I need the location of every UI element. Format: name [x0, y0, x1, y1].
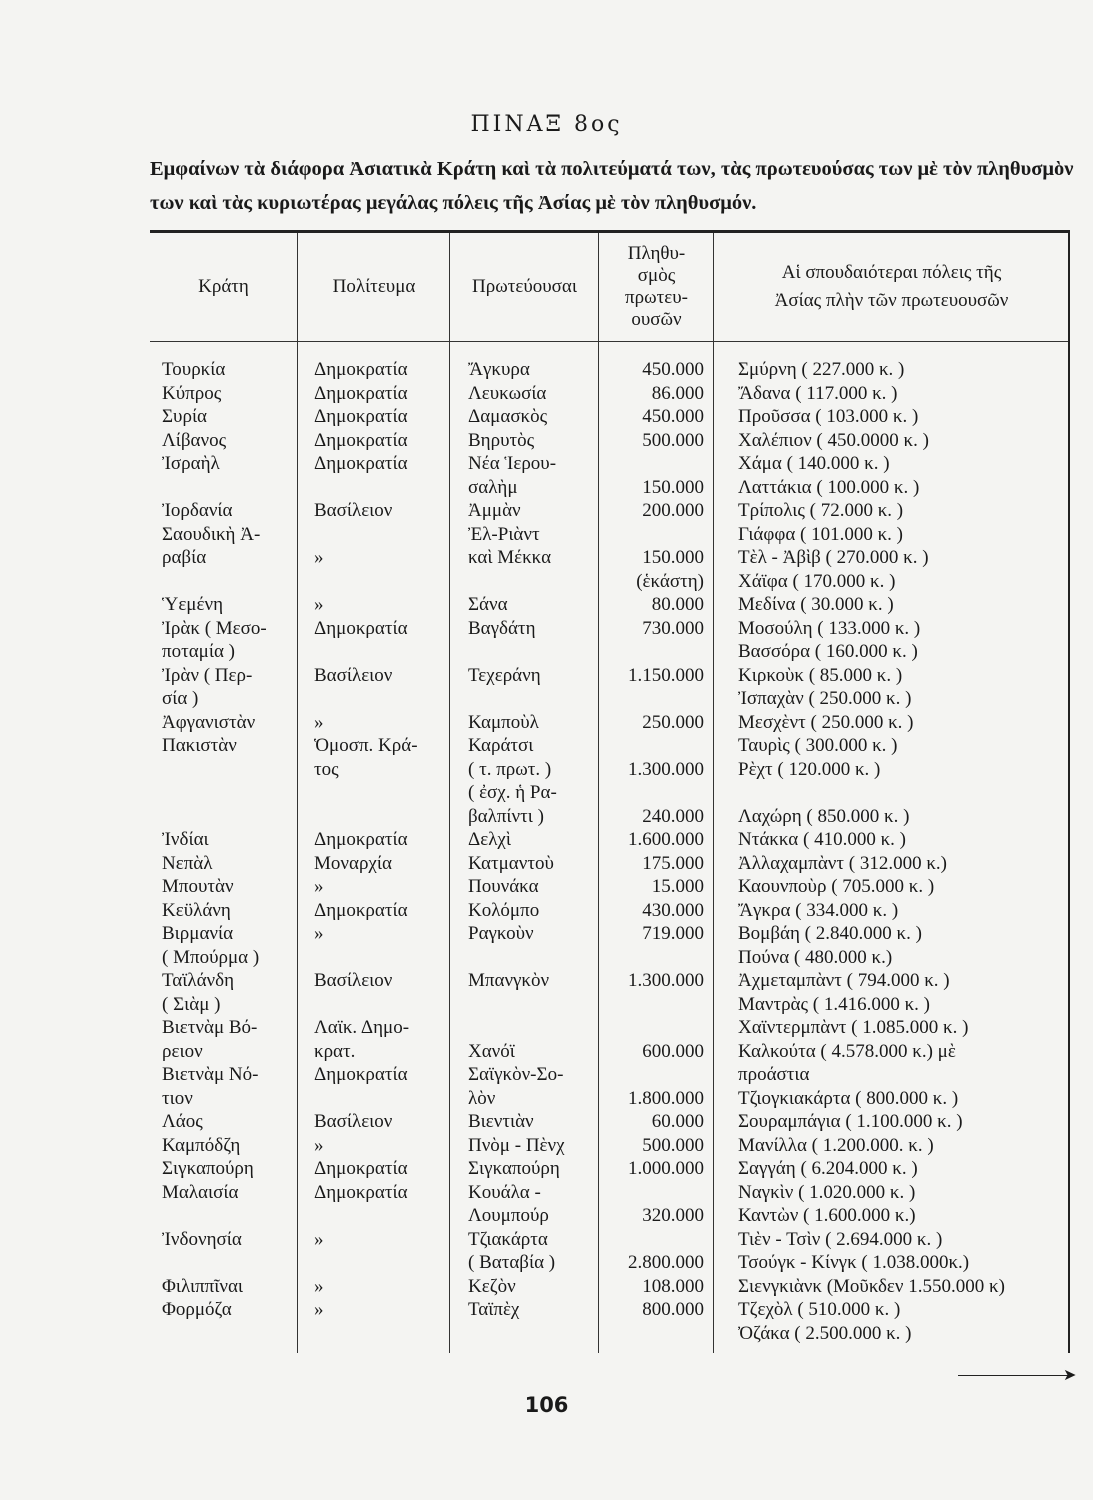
cell-population: 1.600.000 [628, 829, 704, 850]
cell-cities: Ταυρὶς ( 300.000 κ. ) Ρὲχτ ( 120.000 κ. ) Λαχώρη ( 850.000 κ. ) [738, 735, 910, 827]
cell-state: Κεϋλάνη [162, 899, 231, 921]
table-row [150, 1134, 1068, 1158]
cell-capital: Ταϊπὲχ [468, 1299, 520, 1320]
cell-population: 450.000 [642, 359, 704, 380]
cell-state: Κύπρος [162, 382, 222, 404]
table-row [150, 734, 1068, 828]
table-row [150, 617, 1068, 664]
cell-capital: Νέα Ἱερου- σαλὴμ [468, 453, 557, 498]
cell-population: 600.000 [642, 1040, 704, 1062]
cell-population: 320.000 [642, 1205, 704, 1226]
cell-government: » [314, 1228, 324, 1250]
cell-capital: Κεζὸν [468, 1275, 516, 1297]
table-row [150, 382, 1068, 406]
table-row [150, 1275, 1068, 1299]
cell-government: Βασίλειον [314, 664, 393, 686]
cell-government: » [314, 923, 324, 944]
cell-cities: Ναγκὶν ( 1.020.000 κ. ) Καντὼν ( 1.600.000 κ.) [738, 1181, 916, 1226]
cell-cities: Τρίπολις ( 72.000 κ. ) [738, 500, 904, 521]
cell-state: Φιλιππῖναι [162, 1275, 244, 1297]
cell-government: » [314, 1299, 324, 1320]
cell-capital: Ἐλ-Ριὰντ καὶ Μέκκα [468, 523, 552, 568]
cell-capital: Βαγδάτη [468, 617, 536, 639]
cell-state: Ταϊλάνδη ( Σιὰμ ) [162, 970, 235, 1015]
cell-cities: Τιὲν - Τσὶν ( 2.694.000 κ. ) Τσούγκ - Κίνγκ ( 1.038.000κ.) [738, 1228, 970, 1273]
cell-state: Ἰορδανία [162, 500, 233, 521]
cell-cities: Καουνποὺρ ( 705.000 κ. ) [738, 876, 935, 897]
cell-state: Ἰνδονησία [162, 1228, 242, 1250]
cell-capital: Βιεντιὰν [468, 1111, 534, 1132]
cell-government: Δημοκρατία [314, 1181, 408, 1203]
cell-state: Ἰσραὴλ [162, 453, 220, 474]
cell-population: 500.000 [642, 429, 704, 451]
cell-population: 1.300.000 240.000 [628, 758, 704, 827]
cell-capital: Ἀμμὰν [468, 500, 521, 521]
cell-state: Νεπὰλ [162, 852, 213, 874]
cell-state: Φορμόζα [162, 1299, 232, 1320]
cell-state: Μπουτὰν [162, 876, 234, 897]
cell-government: Βασίλειον [314, 970, 393, 991]
cell-government: » [314, 1275, 324, 1297]
cell-state: Ἰρὰν ( Περ- σία ) [162, 664, 253, 709]
header-government: Πολίτευμα [332, 276, 416, 297]
cell-government: Βασίλειον [314, 500, 393, 521]
cell-state: Σαουδικὴ Ἀ- ραβία [162, 523, 261, 568]
cell-cities: Μεσχὲντ ( 250.000 κ. ) [738, 711, 914, 733]
cell-capital: Μπανγκὸν [468, 970, 550, 991]
cell-capital: Τζιακάρτα ( Βαταβία ) [468, 1228, 556, 1273]
cell-state: Βιετνὰμ Βό- ρειον [162, 1017, 258, 1062]
table-row [150, 1110, 1068, 1134]
cell-cities: Μεδίνα ( 30.000 κ. ) [738, 594, 894, 615]
cell-cities: Χαλέπιον ( 450.0000 κ. ) [738, 429, 929, 451]
cell-government: Βασίλειον [314, 1111, 393, 1132]
cell-government: Δημοκρατία [314, 617, 408, 639]
header-capital: Πρωτεύουσαι [472, 276, 577, 297]
cell-population: 500.000 [642, 1134, 704, 1156]
table-row [150, 593, 1068, 617]
cell-state: Τουρκία [162, 359, 226, 380]
cell-government: » [314, 711, 324, 733]
cell-government: Δημοκρατία [314, 1064, 408, 1085]
cell-capital: Χανόϊ [468, 1040, 515, 1062]
cell-population: 200.000 [642, 500, 704, 521]
table-subtitle: Εμφαίνων τὰ διάφορα Ἀσιατικὰ Κράτη καὶ τὰ πολιτεύματά των, τὰς πρωτευούσας των μὲ τὸν πληθυσμὸν των καὶ τὰς κυριωτέρας μεγάλας πόλεις τῆς Ἀσίας μὲ τὸν πληθυσμόν. [150, 158, 1074, 214]
cell-cities: Προῦσσα ( 103.000 κ. ) [738, 406, 919, 427]
table-body [150, 358, 1068, 1345]
cell-population: 730.000 [642, 617, 704, 639]
cell-government: Δημοκρατία [314, 453, 408, 474]
continue-arrow-icon: ➤ [1063, 1365, 1077, 1384]
cell-cities: Κιρκοὺκ ( 85.000 κ. ) Ἰσπαχὰν ( 250.000 κ. ) [738, 664, 912, 709]
cell-population: 1.150.000 [628, 664, 704, 686]
cell-government: » [314, 547, 324, 568]
table-row [150, 1016, 1068, 1063]
cell-state: Καμπόδζη [162, 1134, 241, 1156]
cell-government: Δημοκρατία [314, 829, 408, 850]
cell-cities: Μανίλλα ( 1.200.000. κ. ) [738, 1134, 934, 1156]
cell-capital: Δελχὶ [468, 829, 511, 850]
cell-capital: Πνὸμ - Πὲνχ [468, 1134, 565, 1156]
cell-government: » [314, 876, 324, 897]
table-row [150, 828, 1068, 852]
cell-state: Ἰρὰκ ( Μεσο- ποταμία ) [162, 617, 267, 662]
table-row [150, 452, 1068, 499]
table-row [150, 852, 1068, 876]
cell-cities: Σαγγάη ( 6.204.000 κ. ) [738, 1158, 918, 1179]
cell-cities: Τζεχὸλ ( 510.000 κ. ) Ὀζάκα ( 2.500.000 κ. ) [738, 1299, 912, 1344]
cell-capital: Ραγκοὺν [468, 923, 534, 944]
cell-population: 800.000 [642, 1299, 704, 1320]
cell-cities: Μοσούλη ( 133.000 κ. ) Βασσόρα ( 160.000 κ. ) [738, 617, 921, 662]
cell-population: 2.800.000 [628, 1252, 704, 1273]
cell-capital: Κατμαντοὺ [468, 852, 554, 874]
table-row [150, 405, 1068, 429]
table-row [150, 1181, 1068, 1228]
cell-cities: Γιάφφα ( 101.000 κ. ) Τὲλ - Ἀβὶβ ( 270.000 κ. ) Χάϊφα ( 170.000 κ. ) [738, 523, 929, 592]
cell-capital: Βηρυτὸς [468, 429, 535, 451]
cell-government: Ὁμοσπ. Κρά- τος [314, 735, 418, 780]
cell-state: Σιγκαπούρη [162, 1158, 254, 1179]
cell-cities: Βομβάη ( 2.840.000 κ. ) Πούνα ( 480.000 κ.) [738, 923, 922, 968]
cell-cities: Ἀχμεταμπὰντ ( 794.000 κ. ) Μαντρὰς ( 1.416.000 κ. ) [738, 970, 950, 1015]
cell-cities: Ἀλλαχαμπὰντ ( 312.000 κ.) [738, 852, 948, 874]
cell-government: Μοναρχία [314, 852, 392, 874]
table-row [150, 969, 1068, 1016]
cell-population: 86.000 [651, 382, 704, 404]
cell-cities: Ἄγκρα ( 334.000 κ. ) [738, 899, 899, 921]
table-title: ΠΙΝΑΞ 8ος [470, 112, 623, 137]
cell-capital: Σιγκαπούρη [468, 1158, 560, 1179]
header-cities: Αἱ σπουδαιότεραι πόλεις τῆς Ἀσίας πλὴν τῶν πρωτευουσῶν [774, 262, 1009, 311]
cell-government: Δημοκρατία [314, 1158, 408, 1179]
cell-state: Ἰνδίαι [162, 829, 209, 850]
cell-population: 430.000 [642, 899, 704, 921]
cell-population: 719.000 [642, 923, 704, 944]
cell-capital: Σάνα [468, 594, 508, 615]
cell-capital: Τεχεράνη [468, 664, 541, 686]
cell-state: Πακιστὰν [162, 735, 237, 756]
table-row [150, 1063, 1068, 1110]
cell-government: Δημοκρατία [314, 899, 408, 921]
cell-population: 1.800.000 [628, 1087, 704, 1109]
cell-population: 175.000 [642, 852, 704, 874]
cell-state: Συρία [162, 406, 208, 427]
cell-government: » [314, 594, 324, 615]
cell-cities: Σμύρνη ( 227.000 κ. ) [738, 359, 905, 380]
cell-capital: Κουάλα - Λουμπούρ [468, 1181, 549, 1226]
cell-government: Δημοκρατία [314, 406, 408, 427]
cell-cities: Χαϊντερμπὰντ ( 1.085.000 κ. ) Καλκούτα ( 4.578.000 κ.) μὲ [738, 1017, 969, 1062]
cell-capital: Καμποὺλ [468, 711, 539, 733]
header-population: Πληθυ- σμὸς πρωτευ- ουσῶν [625, 243, 688, 330]
cell-state: Λίβανος [162, 429, 227, 451]
cell-cities: Χάμα ( 140.000 κ. ) Λαττάκια ( 100.000 κ. ) [738, 453, 920, 498]
cell-population: 108.000 [642, 1275, 704, 1297]
cell-government: Δημοκρατία [314, 382, 408, 404]
states-table [150, 230, 1070, 1353]
cell-capital: Κολόμπο [468, 899, 540, 921]
table-row [150, 922, 1068, 969]
header-rule [150, 341, 1068, 342]
table-row [150, 358, 1068, 382]
cell-population: 150.000 [642, 476, 704, 498]
cell-cities: Σουραμπάγια ( 1.100.000 κ. ) [738, 1111, 963, 1132]
cell-state: Βιετνὰμ Νό- τιον [162, 1064, 259, 1109]
cell-population: 1.000.000 [628, 1158, 704, 1179]
cell-capital: Δαμασκὸς [468, 406, 548, 427]
cell-state: Μαλαισία [162, 1181, 239, 1203]
cell-cities: Σιενγκιὰνκ (Μοῦκδεν 1.550.000 κ) [738, 1275, 1005, 1297]
cell-government: Λαϊκ. Δημο- κρατ. [314, 1017, 410, 1062]
table-row [150, 899, 1068, 923]
table-row [150, 499, 1068, 523]
cell-population: 80.000 [651, 594, 704, 615]
cell-capital: Πουνάκα [468, 876, 539, 897]
page-number: 106 [524, 1393, 569, 1417]
header-state: Κράτη [198, 276, 249, 297]
table-row [150, 523, 1068, 594]
cell-government: Δημοκρατία [314, 359, 408, 380]
table-row [150, 875, 1068, 899]
cell-state: Ἀφγανιστὰν [162, 711, 256, 733]
cell-government: » [314, 1134, 324, 1156]
cell-cities: Ντάκκα ( 410.000 κ. ) [738, 829, 906, 850]
cell-cities: προάστια Τζιογκιακάρτα ( 800.000 κ. ) [738, 1064, 959, 1109]
table-row [150, 664, 1068, 711]
table-row [150, 711, 1068, 735]
table-row [150, 429, 1068, 453]
cell-capital: Σαϊγκὸν-Σο- λὸν [468, 1064, 564, 1109]
cell-government: Δημοκρατία [314, 429, 408, 451]
cell-capital: Ἄγκυρα [468, 359, 530, 380]
cell-capital: Λευκωσία [468, 382, 547, 404]
cell-population: 15.000 [651, 876, 704, 897]
cell-population: 450.000 [642, 406, 704, 427]
table-row [150, 1157, 1068, 1181]
cell-cities: Ἄδανα ( 117.000 κ. ) [738, 382, 898, 404]
cell-state: Βιρμανία ( Μπούρμα ) [162, 923, 260, 968]
cell-population: 1.300.000 [628, 970, 704, 991]
table-row [150, 1228, 1068, 1275]
cell-state: Λάος [162, 1111, 203, 1132]
table-row [150, 1298, 1068, 1345]
continue-arrow-line [958, 1375, 1068, 1376]
cell-capital: Καράτσι ( τ. πρωτ. ) ( ἐσχ. ἡ Ρα- βαλπίντι ) [468, 735, 557, 827]
cell-state: Ὑεμένη [162, 594, 223, 615]
cell-population: 250.000 [642, 711, 704, 733]
cell-population: 60.000 [651, 1111, 704, 1132]
cell-population: 150.000 (ἑκάστη) [636, 547, 704, 592]
